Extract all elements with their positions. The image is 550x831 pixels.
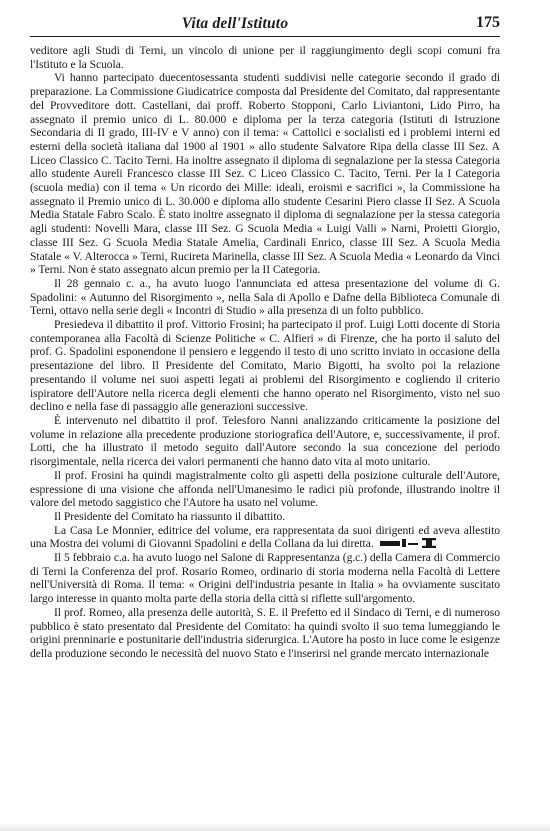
- le-monnier-text: La Casa Le Monnier, editrice del volume, era rappresentata da suoi dirigenti ed aveva allestito una Mostra dei volumi di Giovanni Spadolini e della Collana da lui diretta.: [30, 523, 500, 551]
- running-header: [30, 14, 500, 37]
- paragraph-book-presentation: Il 28 gennaio c. a., ha avuto luogo l'annunciata ed attesa presentazione del volume di G. Spadolini: « Autunno del Risorgimento », nella Sala di Apollo e Dafne della Biblioteca Comunale di Terni, ottavo nella serie degli « Incontri di Studio » alla presenza di un folto pubblico.: [30, 276, 500, 318]
- printer-mark-icon: [380, 538, 448, 548]
- paragraph-nanni-lotti: È intervenuto nel dibattito il prof. Telesforo Nanni analizzando criticamente la posizione del volume in relazione alla precedente produzione storiografica dell'Autore, e, successivamente, il prof. Lotti, che ha illustrato il metodo seguito dall'Autore secondo la sua concezione del periodo risorgimentale, nella ricerca dei valori permanenti che hanno dato vita al moto unitario.: [30, 413, 500, 469]
- page-edge-shadow: [0, 823, 550, 831]
- paragraph-continuation: veditore agli Studi di Terni, un vincolo di unione per il raggiungimento degli scopi comuni fra l'Istituto e la Scuola.: [30, 44, 500, 71]
- paragraph-romeo-talk: Il prof. Romeo, alla presenza delle autorità, S. E. il Prefetto ed il Sindaco di Terni, e di numeroso pubblico è stato presentato dal Presidente del Comitato: ha quindi svolto il suo tema lumeggiando le origini prenninarie e postunitarie dell'industria siderurgica. L'Autore ha posto in luce come le esigenze della produzione secondo le necessità del nuovo Stato e l'inserirsi nel grande mercato internazionale: [30, 605, 500, 660]
- paragraph-summary: Il Presidente del Comitato ha riassunto il dibattito.: [54, 509, 286, 523]
- paragraph-le-monnier: [30, 524, 500, 551]
- body-text: [30, 44, 500, 661]
- paragraph-debate-participants: Presiedeva il dibattito il prof. Vittorio Frosini; ha partecipato il prof. Luigi Lotti docente di Storia contemporanea alla Facoltà di Scienze Politiche « C. Alfieri » di Firenze, che ha porto il saluto del prof. G. Spadolini esponendone il pensiero e leggendo il testo di uno scritto inviato in occasione della presentazione del libro. Il Presidente del Comitato, Mario Bigotti, ha svolto poi la relazione presentando il volume nei suoi aspetti legati ai problemi del Risorgimento e cogliendo il criterio ispiratore dell'Autore nella ricerca degli elementi che hanno operato nel Risorgimento, visto nel suo declino e nella fase di passaggio alle generazioni successive.: [30, 318, 500, 414]
- page-number: 175: [476, 14, 500, 31]
- running-title: Vita dell'Istituto: [181, 15, 289, 32]
- paragraph-competition-results: Vi hanno partecipato duecentosessanta studenti suddivisi nelle categorie secondo il grado di preparazione. La Commissione Giudicatrice composta dal Presidente del Comitato, dal rappresentante del Provveditore dott. Castellani, dai proff. Roberto Stopponi, Carlo Liviantoni, Lido Pirro, ha assegnato il premio unico di L. 80.000 e diploma per la terza categoria (Istituti di Istruzione Secondaria di II grado, III-IV e V anno) con il tema: « Cattolici e socialisti ed i problemi interni ed esterni della società italiana dal 1900 al 1901 » allo studente Salvatore Ripa della classe III Sez. A Liceo Classico C. Tacito Terni. Ha inoltre assegnato il diploma di segnalazione per la stessa Categoria allo studente Aureli Francesco classe III Sez. C Liceo Classico C. Tacito, Terni. Per la I Categoria (scuola media) con il tema « Un ricordo dei Mille: ideali, eroismi e sacrifici », la Commissione ha assegnato il Premio unico di L. 30.000 e diploma allo studente Cesarini Piero classe II Sez. A Scuola Media Statale Fabro Scalo. È stato inoltre assegnato il diploma di segnalazione per la stessa categoria agli studenti: Novelli Mara, classe III Sez. G Scuola Media « Luigi Valli » Narni, Proietti Giorgio, classe III Sez. G Scuola Media Statale Amelia, Cardinali Enrico, classe III Sez. A Scuola Media Statale « V. Alterocca » Terni, Rucireta Marinella, classe III Sez. A Scuola Media « Leonardo da Vinci » Terni. Non è stato assegnato alcun premio per la II Categoria.: [30, 71, 500, 277]
- paragraph-frosini: Il prof. Frosini ha quindi magistralmente colto gli aspetti della posizione culturale dell'Autore, espressione di una visione che affonda nell'Umanesimo le radici più profonde, illustrando inoltre il valore del metodo saggistico che l'Autore ha usato nel volume.: [30, 468, 500, 510]
- paragraph-romeo-conference: Il 5 febbraio c.a. ha avuto luogo nel Salone di Rappresentanza (g.c.) della Camera di Commercio di Terni la Conferenza del prof. Rosario Romeo, ordinario di storia moderna nella Facoltà di Lettere nell'Università di Roma. Il tema: « Origini dell'industria pesante in Italia » ha ovviamente suscitato largo interesse in quanto molta parte della storia della città si riflette sull'argomento.: [30, 551, 500, 606]
